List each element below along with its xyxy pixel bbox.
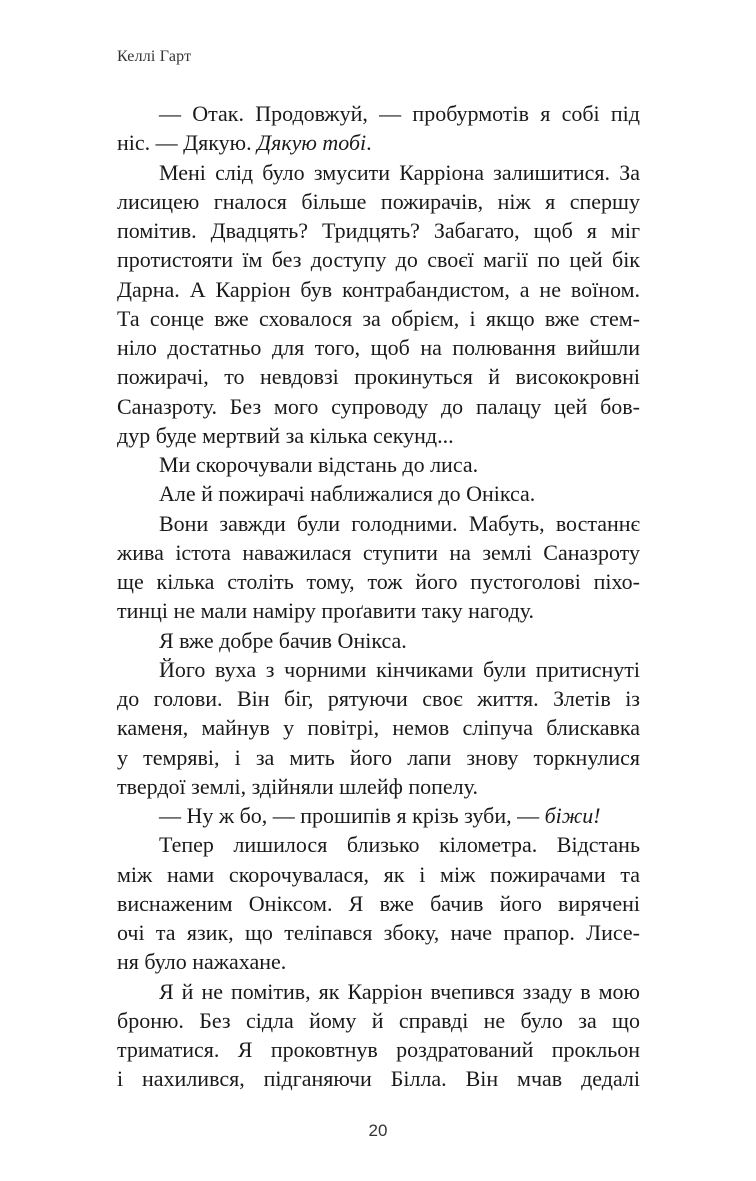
text-line [117, 918, 640, 947]
text-segment: — Отак. Продовжуй, — пробурмотів я собі під [159, 101, 640, 126]
text-segment: ніс. — Дякую. [117, 130, 258, 156]
text-segment: ще кілька століть тому, тож його пустоголові піхо- [117, 569, 640, 594]
text-segment: дур буде мертвий за кілька секунд... [117, 422, 454, 448]
text-segment: Тепер лишилося близько кілометра. Відстань [159, 832, 640, 858]
text-line [117, 743, 640, 772]
text-line [117, 216, 640, 245]
paragraph [117, 830, 640, 976]
text-line [117, 626, 640, 655]
text-segment: ня було нажахане. [117, 949, 287, 975]
text-segment: Мені слід було змусити Карріона залишитися. За [159, 159, 640, 185]
text-segment: Ми скорочували відстань до лиса. [159, 452, 479, 477]
text-line [117, 304, 640, 333]
text-segment: — Ну ж бо, — прошипів я крізь зуби, — [159, 803, 545, 828]
text-segment: у темряві, і за мить його лапи знову торкнулися [117, 744, 640, 770]
italic-text: біжи! [544, 803, 601, 828]
text-segment: тинці не мали наміру проґавити таку нагоду. [117, 598, 535, 624]
text-segment: і нахилився, підганяючи Білла. Він мчав дедалі [117, 1066, 640, 1092]
text-line [117, 509, 640, 538]
text-line [117, 713, 640, 742]
text-segment: пожирачі, то невдовзі прокинуться й висококровні [117, 364, 640, 390]
text-segment: твердої землі, здійняли шлейф попелу. [117, 773, 478, 799]
text-line [117, 801, 640, 830]
text-line [117, 977, 640, 1006]
body-text [117, 99, 640, 1094]
text-segment: . [366, 130, 372, 156]
text-line [117, 830, 640, 859]
page-number: 20 [368, 1121, 388, 1140]
text-line [117, 479, 640, 508]
paragraph [117, 801, 640, 830]
text-line [117, 1035, 640, 1064]
text-segment: лисицею гналося більше пожирачів, ніж я спершу [117, 188, 640, 214]
paragraph [117, 655, 640, 801]
text-line [117, 889, 640, 918]
text-segment: Саназроту. Без мого супроводу до палацу цей бов- [117, 393, 640, 419]
paragraph [117, 450, 640, 479]
text-line [117, 158, 640, 187]
text-segment: Його вуха з чорними кінчиками були притиснуті [159, 656, 640, 682]
text-segment: Але й пожирачі наближалися до Онікса. [159, 481, 536, 507]
text-line [117, 450, 640, 479]
paragraph [117, 99, 640, 158]
text-line [117, 567, 640, 596]
text-segment: очі та язик, що теліпався збоку, наче прапор. Лисе- [117, 920, 640, 945]
text-segment: Вони завжди були голодними. Мабуть, востаннє [159, 510, 640, 536]
text-segment: жива істота наважилася ступити на землі Саназроту [117, 539, 640, 565]
text-line [117, 860, 640, 889]
paragraph [117, 479, 640, 508]
text-line [117, 392, 640, 421]
italic-text: Дякую тобі [257, 130, 367, 156]
paragraph [117, 977, 640, 1094]
paragraph [117, 158, 640, 451]
text-segment: ніло достатньо для того, щоб на полювання вийшли [117, 335, 640, 360]
text-segment: Я вже добре бачив Онікса. [159, 627, 407, 653]
text-line [117, 772, 640, 801]
text-line [117, 1006, 640, 1035]
text-segment: протистояти їм без доступу до своєї магії по цей бік [117, 247, 640, 273]
text-line [117, 187, 640, 216]
text-line [117, 99, 640, 128]
text-line [117, 1064, 640, 1093]
text-segment: броню. Без сідла йому й справді не було за що [117, 1007, 640, 1033]
text-line [117, 333, 640, 362]
text-segment: між нами скорочувалася, як і між пожирачами та [117, 861, 640, 887]
text-line [117, 421, 640, 450]
text-line [117, 655, 640, 684]
text-segment: виснаженим Оніксом. Я вже бачив його вирячені [117, 890, 640, 916]
text-segment: каменя, майнув у повітрі, немов сліпуча блискавка [117, 715, 640, 741]
text-line [117, 275, 640, 304]
text-line [117, 947, 640, 976]
running-head-author: Келлі Гарт [117, 48, 192, 65]
text-line [117, 245, 640, 274]
paragraph [117, 509, 640, 626]
text-segment: Та сонце вже сховалося за обрієм, і якщо вже стем- [117, 305, 640, 331]
text-line [117, 128, 640, 157]
text-segment: триматися. Я проковтнув роздратований прокльон [117, 1037, 640, 1062]
text-segment: помітив. Двадцять? Тридцять? Забагато, щоб я міг [117, 218, 640, 243]
text-line [117, 684, 640, 713]
text-segment: Дарна. А Карріон був контрабандистом, а не воїном. [117, 276, 640, 302]
text-segment: до голови. Він біг, рятуючи своє життя. Злетів із [117, 686, 640, 711]
text-line [117, 538, 640, 567]
text-segment: Я й не помітив, як Карріон вчепився ззаду в мою [159, 978, 640, 1004]
text-line [117, 596, 640, 625]
paragraph [117, 626, 640, 655]
text-line [117, 362, 640, 391]
